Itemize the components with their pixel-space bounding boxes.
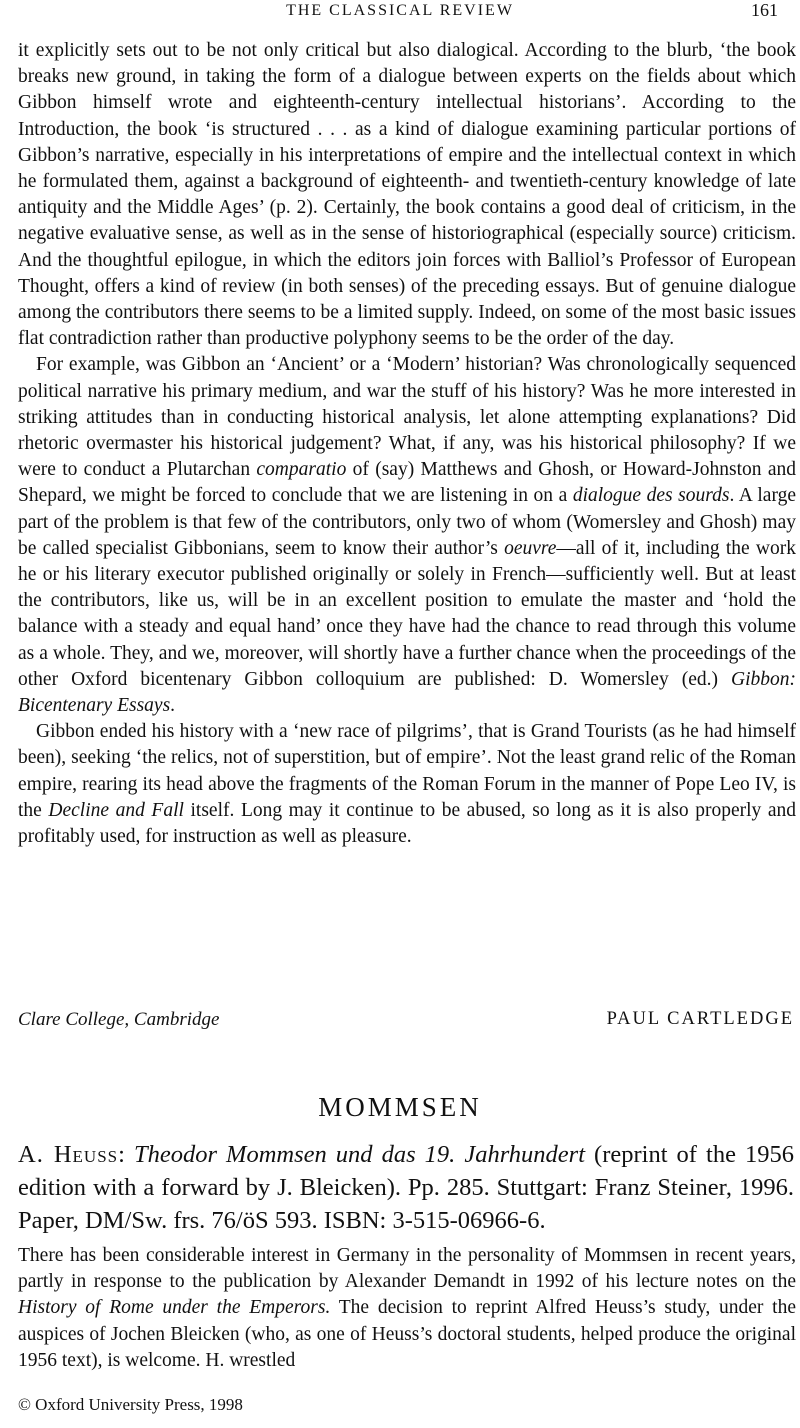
- italic-oeuvre: oeuvre: [504, 537, 557, 559]
- copyright-footer: © Oxford University Press, 1998: [18, 1395, 243, 1414]
- paragraph-1: [18, 38, 796, 352]
- italic-decline-and-fall: Decline and Fall: [48, 799, 184, 821]
- article-body: [18, 38, 796, 850]
- paragraph-2-text-d: —all of it, including the work he or his literary executor published originally or solely in French—sufficiently well. But at least the contributors, like us, will be in an excellent position to emulate the master and ‘hold the balance with a steady and equal hand’ once they have had the chance to read through this volume as a whole. They, and we, moreover, will shortly have a further chance when the proceedings of the other Oxford bicentenary Gibbon colloquium are published: D. Womersley (ed.): [18, 537, 796, 690]
- page-number: 161: [751, 0, 778, 20]
- citation-details: (reprint of the 1956 edition with a forward by J. Bleicken). Pp. 285. Stuttgart: Franz Steiner, 1996. Paper, DM/Sw. frs. 76/öS 593. ISBN: 3-515-06966-6.: [18, 1141, 794, 1234]
- paragraph-2: [18, 352, 796, 719]
- journal-title: THE CLASSICAL REVIEW: [286, 2, 514, 19]
- paragraph-2-text-e: .: [170, 695, 176, 717]
- paragraph-2-text-c: . A large part of the problem is that few of the contributors, only two of whom (Womersley and Ghosh) may be called specialist Gibbonians, seem to know their author’s: [18, 485, 796, 559]
- paragraph-3: [18, 719, 796, 850]
- italic-comparatio: comparatio: [256, 459, 347, 481]
- reviewer-name: PAUL CARTLEDGE: [606, 1009, 794, 1029]
- paragraph-3-text-a: Gibbon ended his history with a ‘new race of pilgrims’, that is Grand Tourists (as he had himself been), seeking ‘the relics, not of superstition, but of empire’. Not the least grand relic of the Roman empire, rearing its head above the fragments of the Roman Forum in the manner of Pope Leo IV, is the: [18, 721, 796, 821]
- running-head: [16, 0, 784, 26]
- section-heading: MOMMSEN: [318, 1092, 482, 1122]
- book-citation: [18, 1138, 794, 1237]
- signature-line: [18, 1009, 796, 1037]
- reviewer-institution: Clare College, Cambridge: [18, 1009, 220, 1030]
- italic-dialogue-des-sourds: dialogue des sourds: [572, 485, 730, 507]
- citation-title: Theodor Mommsen und das 19. Jahrhundert: [133, 1141, 586, 1168]
- paragraph-3-text-b: itself. Long may it continue to be abused, so long as it is also properly and profitably used, for instruction as well as pleasure.: [18, 799, 796, 848]
- paragraph-2-text-a: For example, was Gibbon an ‘Ancient’ or a ‘Modern’ historian? Was chronologically sequenced political narrative his primary medium, and war the stuff of his history? Was he more interested in striking attitudes than in conducting historical analysis, let alone attempting explanations? Did rhetoric overmaster his historical judgement? What, if any, was his historical philosophy? If we were to conduct a Plutarchan: [18, 354, 796, 481]
- italic-history-of-rome: History of Rome under the Emperors.: [18, 1297, 331, 1319]
- citation-author: A. Heuss: [18, 1141, 119, 1168]
- citation-separator: :: [118, 1141, 134, 1168]
- review-body: [18, 1243, 796, 1374]
- italic-book-title: Gibbon: Bicentenary Essays: [18, 668, 796, 717]
- review-text-b: The decision to reprint Alfred Heuss’s study, under the auspices of Jochen Bleicken (who, as one of Heuss’s doctoral students, helped produce the original 1956 text), is welcome. H. wrestled: [18, 1297, 797, 1371]
- review-text-a: There has been considerable interest in Germany in the personality of Mommsen in recent years, partly in response to the publication by Alexander Demandt in 1992 of his lecture notes on the: [18, 1245, 796, 1293]
- paragraph-1-text: it explicitly sets out to be not only critical but also dialogical. According to the blurb, ‘the book breaks new ground, in taking the form of a dialogue between experts on the fields about which Gibbon himself wrote and eighteenth-century intellectual historians’. According to the Introduction, the book ‘is structured . . . as a kind of dialogue examining particular portions of Gibbon’s narrative, especially in his interpretations of empire and the intellectual context in which he formulated them, against a background of eighteenth- and twentieth-century knowledge of late antiquity and the Middle Ages’ (p. 2). Certainly, the book contains a good deal of criticism, in the negative evaluative sense, as well as in the sense of historiographical (especially source) criticism. And the thoughtful epilogue, in which the editors join forces with Balliol’s Professor of European Thought, offers a kind of review (in both senses) of the preceding essays. But of genuine dialogue among the contributors there seems to be a limited supply. Indeed, on some of the most basic issues flat contradiction rather than productive polyphony seems to be the order of the day.: [18, 40, 796, 350]
- paragraph-2-text-b: of (say) Matthews and Ghosh, or Howard-Johnston and Shepard, we might be forced to conclude that we are listening in on a: [18, 459, 796, 507]
